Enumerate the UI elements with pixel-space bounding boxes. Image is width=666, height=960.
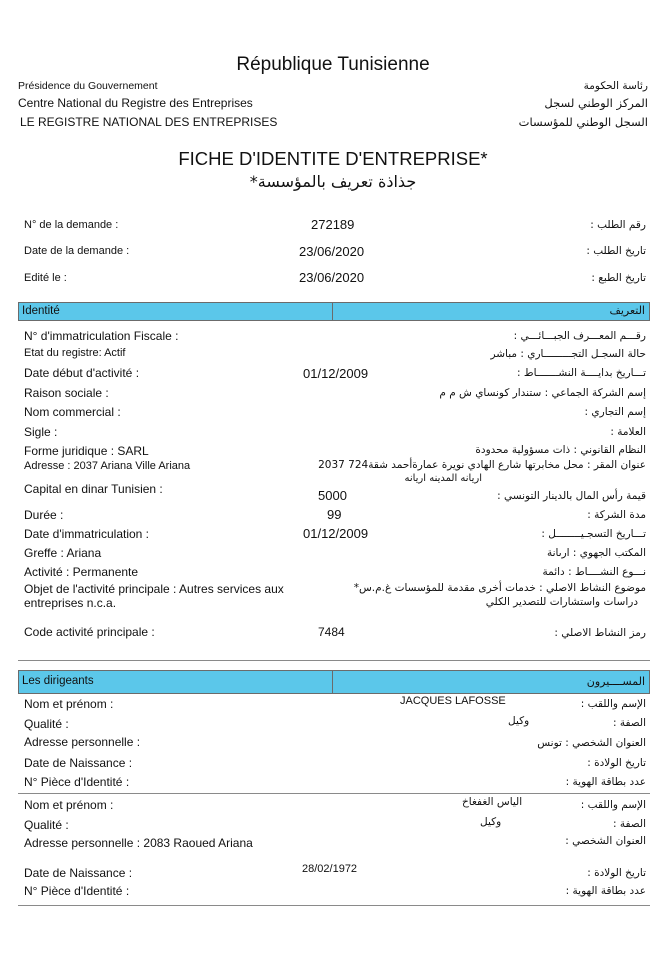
d1-name-label: Nom et prénom : <box>24 697 114 711</box>
republic-title: République Tunisienne <box>236 54 430 75</box>
d1-name-label-ar: الإسم واللقب : <box>580 698 646 710</box>
d1-address-ar: العنوان الشخصي : تونس <box>537 737 646 749</box>
d2-address-label-ar: العنوان الشخصي : <box>565 835 646 847</box>
d1-address-label: Adresse personnelle : <box>24 735 141 749</box>
centre-ar: المركز الوطني لسجل <box>544 96 648 110</box>
company-name-label: Raison sociale : <box>24 386 109 400</box>
d2-qualite-label-ar: الصفة : <box>612 818 646 830</box>
legal-form: Forme juridique : SARL <box>24 444 149 458</box>
d1-qualite-label: Qualité : <box>24 717 69 731</box>
activity-start-value: 01/12/2009 <box>303 366 369 381</box>
d1-birth-label-ar: تاريخ الولادة : <box>587 757 646 769</box>
activity-start-label: Date début d'activité : <box>24 366 140 380</box>
d1-id-label: N° Pièce d'Identité : <box>24 775 130 789</box>
main-activity-line1: Objet de l'activité principale : Autres services aux <box>24 582 284 596</box>
edit-date-value: 23/06/2020 <box>299 270 365 285</box>
request-number-label-ar: رقم الطلب : <box>590 219 646 231</box>
d2-id-label-ar: عدد بطاقة الهوية : <box>565 885 646 897</box>
d2-qualite-label: Qualité : <box>24 818 69 832</box>
d2-id-label: N° Pièce d'Identité : <box>24 884 130 898</box>
fiscal-id-label: N° d'immatriculation Fiscale : <box>24 329 179 343</box>
dirigeants-section-title-ar: المســــيرون <box>586 675 645 688</box>
d1-birth-label: Date de Naissance : <box>24 756 133 770</box>
commercial-name-label: Nom commercial : <box>24 405 121 419</box>
duration-label-ar: مدة الشركة : <box>587 509 646 521</box>
document-title-fr: FICHE D'IDENTITE D'ENTREPRISE* <box>178 148 488 169</box>
capital-label: Capital en dinar Tunisien : <box>24 482 163 496</box>
request-number-value: 272189 <box>311 217 355 232</box>
bottom-border <box>18 905 650 906</box>
greffe: Greffe : Ariana <box>24 546 102 560</box>
activity-code-value: 7484 <box>318 625 345 639</box>
registration-date-label: Date d'immatriculation : <box>24 527 150 541</box>
d2-name-value: الياس الغفغاخ <box>462 796 523 808</box>
section-separator <box>18 660 650 661</box>
identity-section-header <box>18 302 650 321</box>
document-title-ar: جذاذة تعريف بالمؤسسة* <box>249 172 417 191</box>
request-number-label: N° de la demande : <box>24 219 119 231</box>
registration-date-value: 01/12/2009 <box>303 526 369 541</box>
d2-address: Adresse personnelle : 2083 Raoued Ariana <box>24 836 253 850</box>
main-activity-ar-line1: موضوع النشاط الاصلي : خدمات أخرى مقدمة للمؤسسات غ.م.س* <box>353 582 646 594</box>
request-date-label-ar: تاريخ الطلب : <box>586 245 646 257</box>
company-address: Adresse : 2037 Ariana Ville Ariana <box>24 460 191 472</box>
identity-section-title-ar: التعريف <box>609 304 645 317</box>
d1-qualite-label-ar: الصفة : <box>612 717 646 729</box>
capital-value: 5000 <box>318 488 347 503</box>
centre-fr: Centre National du Registre des Entreprises <box>18 96 253 110</box>
d2-name-label-ar: الإسم واللقب : <box>580 799 646 811</box>
activity-code-label: Code activité principale : <box>24 625 155 639</box>
d2-qualite-value: وكيل <box>480 816 502 828</box>
company-address-ar-line1: عنوان المقر : محل مخابرتها شارع الهادي نويرة عمارةأحمد شقة724 2037 <box>318 459 646 471</box>
d1-qualite-value: وكيل <box>508 715 530 727</box>
d2-birth-value: 28/02/1972 <box>302 863 358 875</box>
registry-status-ar: حالة السجـل التجـــــــــاري : مباشر <box>490 348 646 360</box>
d2-birth-label-ar: تاريخ الولادة : <box>587 867 646 879</box>
sigle-label-ar: العلامة : <box>610 426 646 438</box>
registre-fr: LE REGISTRE NATIONAL DES ENTREPRISES <box>20 115 278 129</box>
main-activity-ar-line2: دراسات واستشارات للتصدير الكلي <box>485 596 638 608</box>
registre-ar: السجل الوطني للمؤسسات <box>518 115 648 129</box>
greffe-ar: المكتب الجهوي : ارىانة <box>546 547 646 559</box>
activity-type: Activité : Permanente <box>24 565 139 579</box>
d1-name-value: JACQUES LAFOSSE <box>400 695 506 707</box>
fiscal-id-label-ar: رقـــم المعـــرف الجبـــائـــي : <box>513 330 646 342</box>
company-name-ar: إسم الشركة الجماعي : ستندار كونساي ش م م <box>439 387 646 399</box>
request-date-label: Date de la demande : <box>24 245 130 257</box>
presidence-fr: Présidence du Gouvernement <box>18 80 158 92</box>
dirigeants-section-header <box>18 670 650 694</box>
edit-date-label: Edité le : <box>24 272 67 284</box>
activity-start-label-ar: تـــاريخ بدايــــة النشـــــــاط : <box>517 367 646 379</box>
commercial-name-label-ar: إسم التجاري : <box>584 406 646 418</box>
sigle-label: Sigle : <box>24 425 58 439</box>
duration-value: 99 <box>327 507 342 522</box>
capital-label-ar: قيمة رأس المال بالدينار التونسي : <box>497 490 646 502</box>
d2-birth-label: Date de Naissance : <box>24 866 133 880</box>
section-divider <box>332 303 333 320</box>
registry-status: Etat du registre: Actif <box>24 347 126 359</box>
legal-form-ar: النظام القانوني : ذات مسؤولية محدودة <box>475 444 646 456</box>
edit-date-label-ar: تاريخ الطبع : <box>591 272 646 284</box>
presidence-ar: رئاسة الحكومة <box>583 80 648 92</box>
dirigeant-separator <box>18 793 650 794</box>
activity-code-label-ar: رمز النشاط الاصلي : <box>554 627 646 639</box>
identity-section-title-fr: Identité <box>22 305 60 317</box>
section-divider <box>332 671 333 693</box>
dirigeants-section-title-fr: Les dirigeants <box>22 675 94 687</box>
main-activity-line2: entreprises n.c.a. <box>24 596 117 610</box>
duration-label: Durée : <box>24 508 64 522</box>
d2-name-label: Nom et prénom : <box>24 798 114 812</box>
d1-id-label-ar: عدد بطاقة الهوية : <box>565 776 646 788</box>
request-date-value: 23/06/2020 <box>299 244 365 259</box>
activity-type-ar: نـــوع النشــــاط : دائمة <box>542 566 646 578</box>
company-address-ar-line2: اريانه المدينه اريانه <box>404 473 482 484</box>
registration-date-label-ar: تـــاريخ التسجـيــــــــل : <box>541 528 646 540</box>
